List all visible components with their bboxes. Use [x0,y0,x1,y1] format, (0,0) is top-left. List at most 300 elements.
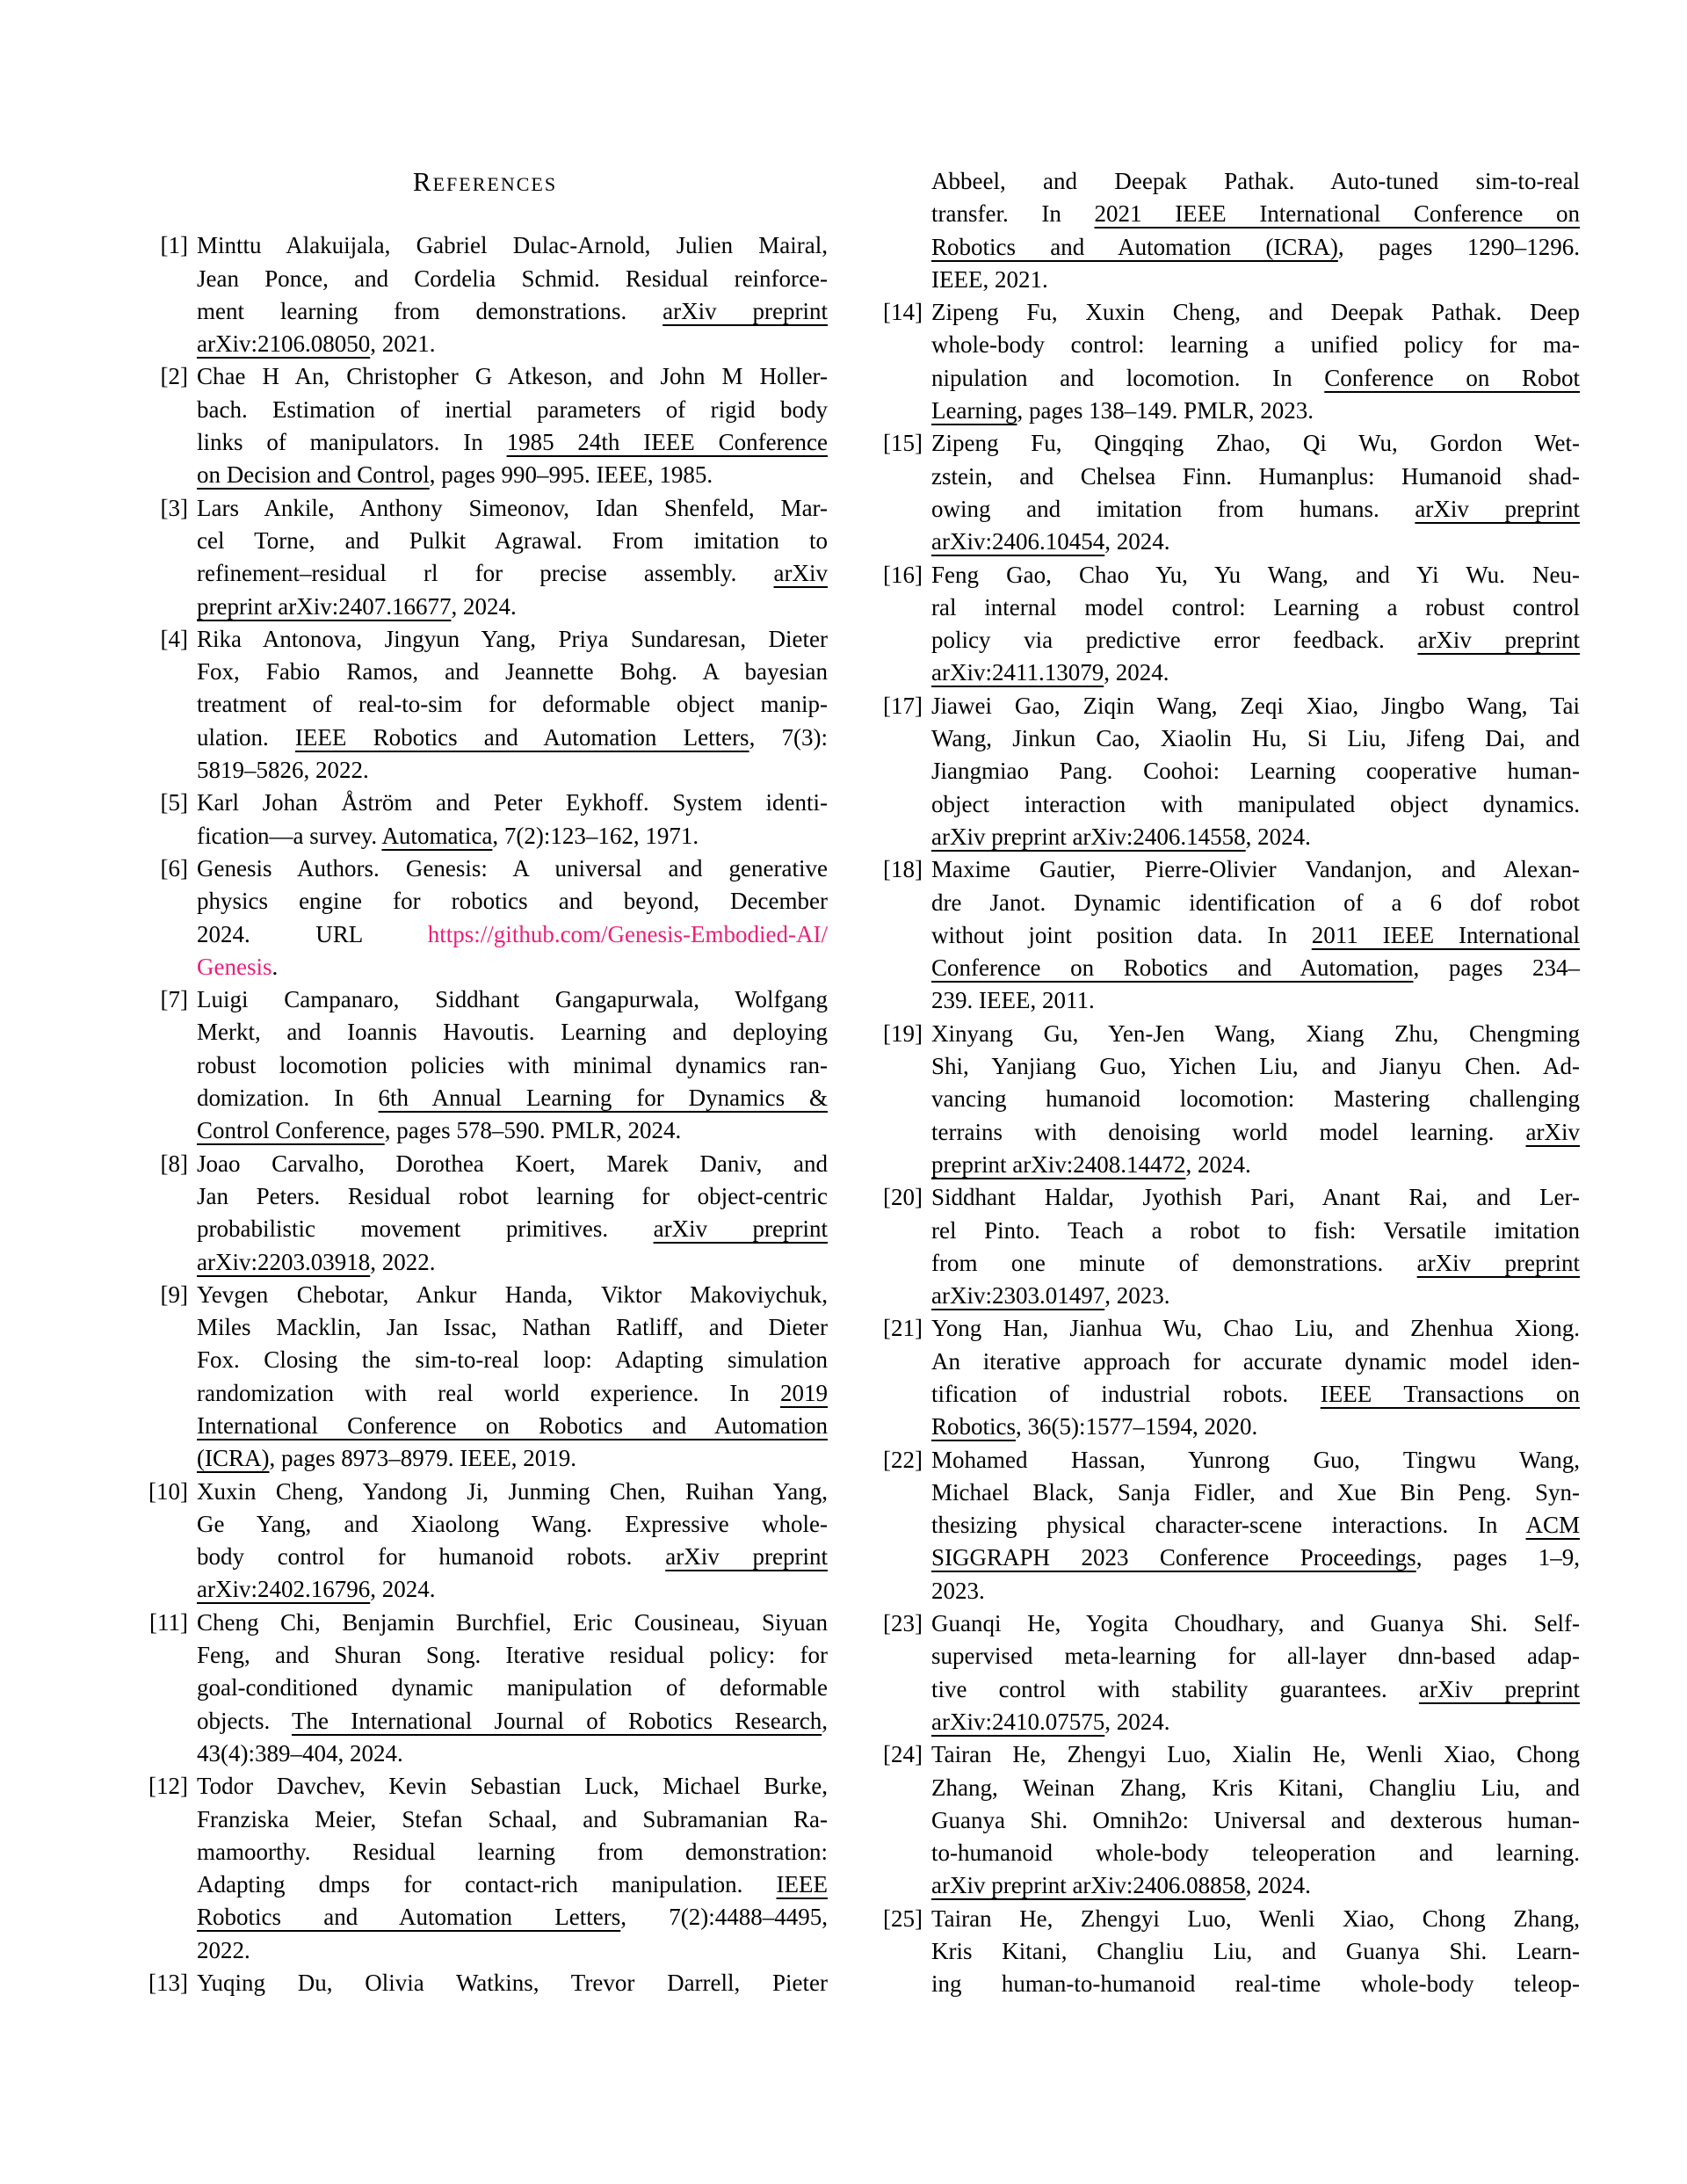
citation-text: Minttu Alakuijala, Gabriel Dulac-Arnold, Julien Mairal, [197,232,828,259]
citation-text: Chae H An, Christopher G Atkeson, and John M Holler- [197,363,828,390]
venue-underlined-text: (ICRA) [197,1445,270,1472]
venue-underlined-text: arXiv:2303.01497 [931,1282,1105,1310]
reference-label: [18] [883,856,923,883]
citation-text: rel Pinto. Teach a robot to fish: Versatile imitation [931,1216,1580,1244]
reference-line [931,1116,1580,1149]
reference-line [931,1050,1580,1083]
citation-text: dre Janot. Dynamic identification of a 6 dof robot [931,889,1580,916]
reference-line [931,919,1580,952]
venue-underlined-text: Conference on Robotics and Automation [931,954,1414,982]
citation-text: Cheng Chi, Benjamin Burchfiel, Eric Cousineau, Siyuan [197,1608,828,1636]
citation-text: without joint position data. In [931,921,1312,948]
reference-line [197,229,828,262]
reference-label: [19] [883,1019,923,1047]
reference-line [931,788,1580,821]
reference-entry [877,1738,1580,1902]
citation-text: , 2024. [1245,823,1311,850]
reference-label: [20] [883,1184,923,1211]
venue-underlined-text: arXiv preprint [1415,495,1580,522]
reference-line [197,1607,828,1639]
venue-underlined-text: IEEE [776,1871,828,1898]
citation-text: Michael Black, Sanja Fidler, and Xue Bin Peng. Syn- [931,1478,1580,1506]
citation-text: Zipeng Fu, Qingqing Zhao, Qi Wu, Gordon Wet- [931,430,1580,457]
citation-text: , [822,1707,828,1734]
citation-text: Genesis Authors. Genesis: A universal and generative [197,854,828,882]
citation-text: Jiangmiao Pang. Coohoi: Learning cooperative human- [931,758,1580,785]
reference-label: [15] [883,430,923,457]
reference-line [931,952,1580,984]
reference-entry [877,1444,1580,1607]
reference-line [931,329,1580,361]
venue-underlined-text: arXiv:2203.03918 [197,1248,371,1275]
citation-text: Miles Macklin, Jan Issac, Nathan Ratliff, and Dieter [197,1314,828,1341]
citation-text: , pages 578–590. PMLR, 2024. [384,1117,682,1144]
right-column [877,165,1580,2001]
reference-line [931,1083,1580,1115]
reference-line [931,1312,1580,1345]
citation-text: Siddhant Haldar, Jyothish Pari, Anant Rai, and Ler- [931,1184,1580,1211]
reference-entry [877,1607,1580,1738]
reference-line [197,688,828,721]
reference-entry [877,1018,1580,1181]
citation-text: Maxime Gautier, Pierre-Olivier Vandanjon, and Alexan- [931,856,1580,883]
reference-line [931,624,1580,657]
venue-underlined-text: The International Journal of Robotics Research [292,1707,822,1734]
citation-text: , 7(2):4488–4495, [620,1904,828,1931]
reference-line [197,623,828,656]
venue-underlined-text: arXiv [1525,1118,1580,1145]
reference-line [197,360,828,393]
citation-text: from one minute of demonstrations. [931,1249,1417,1276]
reference-line [931,559,1580,591]
reference-line [931,1477,1580,1509]
citation-text: mamoorthy. Residual learning from demonstration: [197,1838,828,1865]
citation-text: Todor Davchev, Kevin Sebastian Luck, Michael Burke, [197,1773,828,1800]
reference-line [197,885,828,918]
citation-text: Guanqi He, Yogita Choudhary, and Guanya Shi. Self- [931,1610,1580,1637]
citation-text: , 2023. [1104,1282,1170,1310]
citation-text: , pages 8973–8979. IEEE, 2019. [269,1445,576,1472]
reference-line [197,1180,828,1213]
venue-underlined-text: arXiv preprint arXiv:2406.14558 [931,823,1246,850]
venue-underlined-text: Control Conference [197,1117,385,1144]
venue-underlined-text: on Decision and Control [197,461,430,489]
citation-text: robust locomotion policies with minimal dynamics ran- [197,1051,828,1078]
citation-text: , pages 1–9, [1415,1544,1581,1571]
reference-line [197,1442,828,1475]
reference-label: [21] [883,1315,923,1342]
reference-line [197,722,828,754]
left-entries [142,229,828,1999]
reference-line [197,1541,828,1573]
reference-line [197,1016,828,1048]
citation-text: Joao Carvalho, Dorothea Koert, Marek Daniv, and [197,1150,828,1177]
reference-line [197,1705,828,1738]
citation-text: IEEE, 2021. [931,265,1048,293]
reference-entry [142,1279,828,1476]
reference-line [931,427,1580,460]
venue-underlined-text: Robotics [931,1413,1017,1440]
citation-text: , pages 234– [1413,954,1580,982]
citation-text: 43(4):389–404, 2024. [197,1739,403,1767]
venue-underlined-text: arXiv:2410.07575 [931,1708,1105,1735]
citation-text: , 7(3): [749,723,828,751]
citation-text: Yevgen Chebotar, Ankur Handa, Viktor Makoviychuk, [197,1281,828,1308]
reference-line [931,1378,1580,1411]
citation-text: goal-conditioned dynamic manipulation of deformable [197,1674,828,1701]
citation-text: links of manipulators. In [197,429,507,456]
reference-label: [9] [160,1281,188,1308]
reference-line [931,755,1580,787]
citation-text: ment learning from demonstrations. [197,297,663,324]
citation-text: 2024. URL [197,920,428,947]
venue-underlined-text: 6th Annual Learning for Dynamics & [378,1085,828,1112]
citation-text: Lars Ankile, Anthony Simeonov, Idan Shenfeld, Mar- [197,494,828,521]
reference-line [931,1575,1580,1607]
reference-line [197,1114,828,1147]
citation-text: fication—a survey. [197,822,382,849]
reference-line [931,1968,1580,2000]
citation-text: Yong Han, Jianhua Wu, Chao Liu, and Zhenhua Xiong. [931,1315,1580,1342]
reference-line [931,657,1580,689]
reference-label: [7] [160,986,188,1013]
reference-line [931,1509,1580,1542]
reference-line [197,1246,828,1279]
reference-label: [5] [160,789,188,816]
venue-underlined-text: arXiv:2402.16796 [197,1576,371,1603]
citation-text: Yuqing Du, Olivia Watkins, Trevor Darrell, Pieter [197,1970,828,1997]
venue-underlined-text: International Conference on Robotics and Automation [197,1411,828,1439]
reference-line [931,1869,1580,1902]
two-column-layout [142,165,1580,2001]
reference-label: [4] [160,625,188,652]
citation-text: refinement–residual rl for precise assembly. [197,560,774,587]
reference-entry [142,1476,828,1607]
reference-label: [6] [160,854,188,882]
citation-text: 239. IEEE, 2011. [931,987,1095,1014]
citation-text: Shi, Yanjiang Guo, Yichen Liu, and Jianyu Chen. Ad- [931,1053,1580,1080]
citation-text: Luigi Campanaro, Siddhant Gangapurwala, Wolfgang [197,986,828,1013]
reference-label: [16] [883,561,923,588]
citation-text: Fox. Closing the sim-to-real loop: Adapting simulation [197,1346,828,1374]
reference-entry [142,983,828,1147]
reference-line [197,394,828,426]
reference-line [197,656,828,688]
citation-text: thesizing physical character-scene interactions. In [931,1512,1526,1539]
citation-text: zstein, and Chelsea Finn. Humanplus: Humanoid shad- [931,462,1580,490]
citation-text: cel Torne, and Pulkit Agrawal. From imitation to [197,526,828,554]
reference-line [197,754,828,787]
citation-text: tification of industrial robots. [931,1380,1321,1407]
reference-line [931,1903,1580,1935]
reference-line [931,887,1580,919]
reference-line [197,459,828,491]
citation-text: Tairan He, Zhengyi Luo, Wenli Xiao, Chong Zhang, [931,1905,1580,1932]
citation-text: Zipeng Fu, Xuxin Cheng, and Deepak Pathak. Deep [931,299,1580,326]
citation-text: , 2022. [370,1248,436,1275]
reference-line [197,983,828,1016]
citation-text: , 2024. [1245,1872,1311,1899]
venue-underlined-text: Conference on Robot [1324,364,1580,391]
reference-entry [142,1967,828,1999]
reference-line [931,1444,1580,1477]
venue-underlined-text: arXiv preprint [665,1543,828,1571]
reference-line [197,820,828,853]
genesis-github-link[interactable]: https://github.com/Genesis-Embodied-AI/ [427,920,828,947]
citation-text: Merkt, and Ioannis Havoutis. Learning and deploying [197,1019,828,1046]
reference-label: [17] [883,692,923,719]
reference-line [197,426,828,459]
venue-underlined-text: arXiv preprint [653,1215,829,1243]
reference-line [931,1542,1580,1574]
venue-underlined-text: preprint arXiv:2407.16677 [197,592,452,620]
citation-text: Xinyang Gu, Yen-Jen Wang, Xiang Zhu, Chengming [931,1019,1580,1047]
citation-text: Franziska Meier, Stefan Schaal, and Subramanian Ra- [197,1805,828,1832]
reference-entry [877,1312,1580,1443]
venue-underlined-text: Robotics and Automation Letters [197,1904,621,1931]
venue-underlined-text: arXiv preprint [1418,1675,1580,1702]
reference-line [931,264,1580,296]
citation-text: , 2024. [451,592,517,620]
reference-line [197,1836,828,1868]
reference-entry [142,787,828,853]
reference-entry [877,296,1580,427]
reference-label: [14] [883,299,923,326]
reference-line [197,591,828,623]
citation-text: nipulation and locomotion. In [931,364,1325,391]
reference-line [197,1148,828,1180]
reference-line [197,328,828,360]
reference-label: [11] [149,1608,188,1636]
citation-text: treatment of real-to-sim for deformable object manip- [197,691,828,718]
reference-line [197,1377,828,1410]
reference-line [197,1803,828,1836]
reference-line [931,1346,1580,1378]
citation-text: body control for humanoid robots. [197,1543,666,1571]
citation-text: Jean Ponce, and Cordelia Schmid. Residual reinforce- [197,265,828,292]
venue-underlined-text: IEEE Transactions on [1320,1380,1580,1407]
citation-text: Adapting dmps for contact-rich manipulation. [197,1871,777,1898]
citation-text: ral internal model control: Learning a robust control [931,593,1580,620]
reference-entry [877,559,1580,690]
citation-text: , 2024. [1104,1708,1170,1735]
citation-text: . [272,953,279,980]
reference-line [931,198,1580,230]
reference-label: [23] [883,1610,923,1637]
reference-label: [3] [160,494,188,521]
reference-label: [10] [148,1477,188,1505]
reference-line [931,1607,1580,1640]
citation-text: 2022. [197,1936,250,1963]
citation-text: , 2024. [1185,1150,1251,1178]
reference-line [931,461,1580,493]
reference-line [197,1573,828,1606]
reference-line [931,1018,1580,1050]
reference-line [931,493,1580,526]
reference-entry [142,492,828,623]
reference-entry [142,1770,828,1967]
reference-entry-continuation [877,165,1580,296]
citation-text: , pages 138–149. PMLR, 2023. [1017,397,1314,424]
reference-line [197,1967,828,1999]
reference-label: [8] [160,1150,188,1177]
reference-entry [877,853,1580,1017]
citation-text: ing human-to-humanoid real-time whole-body teleop- [931,1970,1580,1998]
citation-text: tive control with stability guarantees. [931,1675,1419,1702]
venue-underlined-text: ACM [1525,1512,1580,1539]
reference-line [197,1279,828,1311]
citation-text: , 2021. [370,330,436,358]
citation-text: Xuxin Cheng, Yandong Ji, Junming Chen, Ruihan Yang, [197,1477,828,1505]
reference-line [931,1280,1580,1312]
venue-underlined-text: 2019 [780,1379,828,1406]
citation-text: policy via predictive error feedback. [931,627,1418,654]
reference-line [197,1868,828,1901]
reference-line [197,1213,828,1245]
citation-text: ulation. [197,723,295,751]
venue-underlined-text: Learning [931,397,1017,424]
citation-text: Feng Gao, Chao Yu, Yu Wang, and Yi Wu. Neu- [931,561,1580,588]
citation-text: objects. [197,1707,293,1734]
reference-label: [2] [160,363,188,390]
genesis-github-link[interactable]: Genesis [197,953,272,980]
citation-text: , pages 1290–1296. [1337,233,1580,260]
citation-text: transfer. In [931,200,1095,228]
reference-line [931,1738,1580,1771]
references-heading: References [412,166,558,197]
citation-text: Ge Yang, and Xiaolong Wang. Expressive whole- [197,1510,828,1537]
citation-text: Rika Antonova, Jingyun Yang, Priya Sundaresan, Dieter [197,625,828,652]
reference-line [197,1082,828,1114]
reference-line [931,1247,1580,1280]
reference-line [197,1508,828,1541]
reference-line [931,296,1580,329]
citation-text: whole-body control: learning a unified policy for ma- [931,331,1580,359]
reference-line [197,1672,828,1704]
reference-entry [142,853,828,983]
reference-line [197,1476,828,1508]
reference-line [931,362,1580,395]
venue-underlined-text: Robotics and Automation (ICRA) [931,233,1338,260]
reference-entry [142,623,828,787]
reference-line [931,1411,1580,1443]
reference-entry [877,1181,1580,1312]
reference-line [931,1935,1580,1968]
reference-line [931,1772,1580,1804]
reference-line [197,1934,828,1967]
citation-text: randomization with real world experience. In [197,1379,780,1406]
citation-text: to-humanoid whole-body teleoperation and learning. [931,1839,1580,1867]
reference-line [931,821,1580,853]
right-entries [877,165,1580,2001]
citation-text: supervised meta-learning for all-layer dnn-based adap- [931,1643,1580,1670]
venue-underlined-text: 1985 24th IEEE Conference [506,429,828,456]
citation-text: probabilistic movement primitives. [197,1215,654,1243]
citation-text: owing and imitation from humans. [931,495,1415,522]
venue-underlined-text: SIGGRAPH 2023 Conference Proceedings [931,1544,1416,1571]
reference-line [931,1804,1580,1837]
reference-line [197,557,828,590]
citation-text: 2023. [931,1577,985,1604]
reference-line [197,1311,828,1344]
reference-line [197,492,828,525]
citation-text: Tairan He, Zhengyi Luo, Xialin He, Wenli Xiao, Chong [931,1741,1580,1768]
reference-line [931,984,1580,1017]
venue-underlined-text: 2011 IEEE International [1311,921,1580,948]
citation-text: , pages 990–995. IEEE, 1985. [429,461,713,489]
reference-line [931,1706,1580,1738]
reference-label: [25] [883,1905,923,1932]
venue-underlined-text: arXiv preprint [1417,627,1580,654]
citation-text: , 36(5):1577–1594, 2020. [1016,1413,1258,1440]
citation-text: Wang, Jinkun Cao, Xiaolin Hu, Si Liu, Jifeng Dai, and [931,725,1580,752]
venue-underlined-text: preprint arXiv:2408.14472 [931,1150,1186,1178]
venue-underlined-text: arXiv preprint [1416,1249,1580,1276]
reference-label: [24] [883,1741,923,1768]
reference-label: [1] [160,232,188,259]
citation-text: object interaction with manipulated object dynamics. [931,790,1580,817]
reference-line [931,1149,1580,1181]
reference-entry [877,1903,1580,2001]
venue-underlined-text: IEEE Robotics and Automation Letters [294,723,749,751]
reference-entry [142,1148,828,1279]
citation-text: bach. Estimation of inertial parameters of rigid body [197,395,828,423]
citation-text: , 2024. [1104,528,1170,555]
left-column [142,165,828,1999]
citation-text: Mohamed Hassan, Yunrong Guo, Tingwu Wang, [931,1446,1580,1473]
citation-text: , 2024. [1104,659,1169,686]
reference-label: [12] [148,1773,188,1800]
citation-text: vancing humanoid locomotion: Mastering challenging [931,1085,1580,1113]
citation-text: physics engine for robotics and beyond, December [197,888,828,915]
reference-line [931,165,1580,198]
reference-line [197,951,828,983]
venue-underlined-text: arXiv:2411.13079 [931,659,1104,686]
venue-underlined-text: arXiv preprint arXiv:2406.08858 [931,1872,1246,1899]
venue-underlined-text: arXiv:2106.08050 [197,330,371,358]
citation-text: An iterative approach for accurate dynamic model iden- [931,1347,1580,1375]
reference-label: [13] [148,1970,188,1997]
reference-line [931,722,1580,755]
reference-line [931,1673,1580,1706]
venue-underlined-text: arXiv [773,560,828,587]
reference-line [931,853,1580,886]
reference-line [197,1901,828,1934]
venue-underlined-text: arXiv preprint [662,297,828,324]
reference-line [197,787,828,819]
reference-entry [142,229,828,360]
reference-line [197,263,828,295]
reference-line [197,295,828,328]
citation-text: 5819–5826, 2022. [197,757,369,784]
citation-text: Guanya Shi. Omnih2o: Universal and dexterous human- [931,1806,1580,1833]
reference-line [197,853,828,885]
citation-text: Abbeel, and Deepak Pathak. Auto-tuned sim-to-real [931,168,1580,194]
venue-underlined-text: arXiv:2406.10454 [931,528,1105,555]
citation-text: Feng, and Shuran Song. Iterative residual policy: for [197,1642,828,1669]
reference-line [197,1639,828,1672]
reference-line [931,1640,1580,1672]
reference-line [931,690,1580,722]
reference-line [197,525,828,557]
reference-line [931,231,1580,264]
citation-text: , 2024. [370,1576,436,1603]
citation-text: Zhang, Weinan Zhang, Kris Kitani, Changliu Liu, and [931,1774,1580,1801]
citation-text: Jiawei Gao, Ziqin Wang, Zeqi Xiao, Jingbo Wang, Tai [931,692,1580,719]
reference-entry [142,360,828,491]
citation-text: Kris Kitani, Changliu Liu, and Guanya Shi. Learn- [931,1938,1580,1965]
reference-label: [22] [883,1446,923,1473]
